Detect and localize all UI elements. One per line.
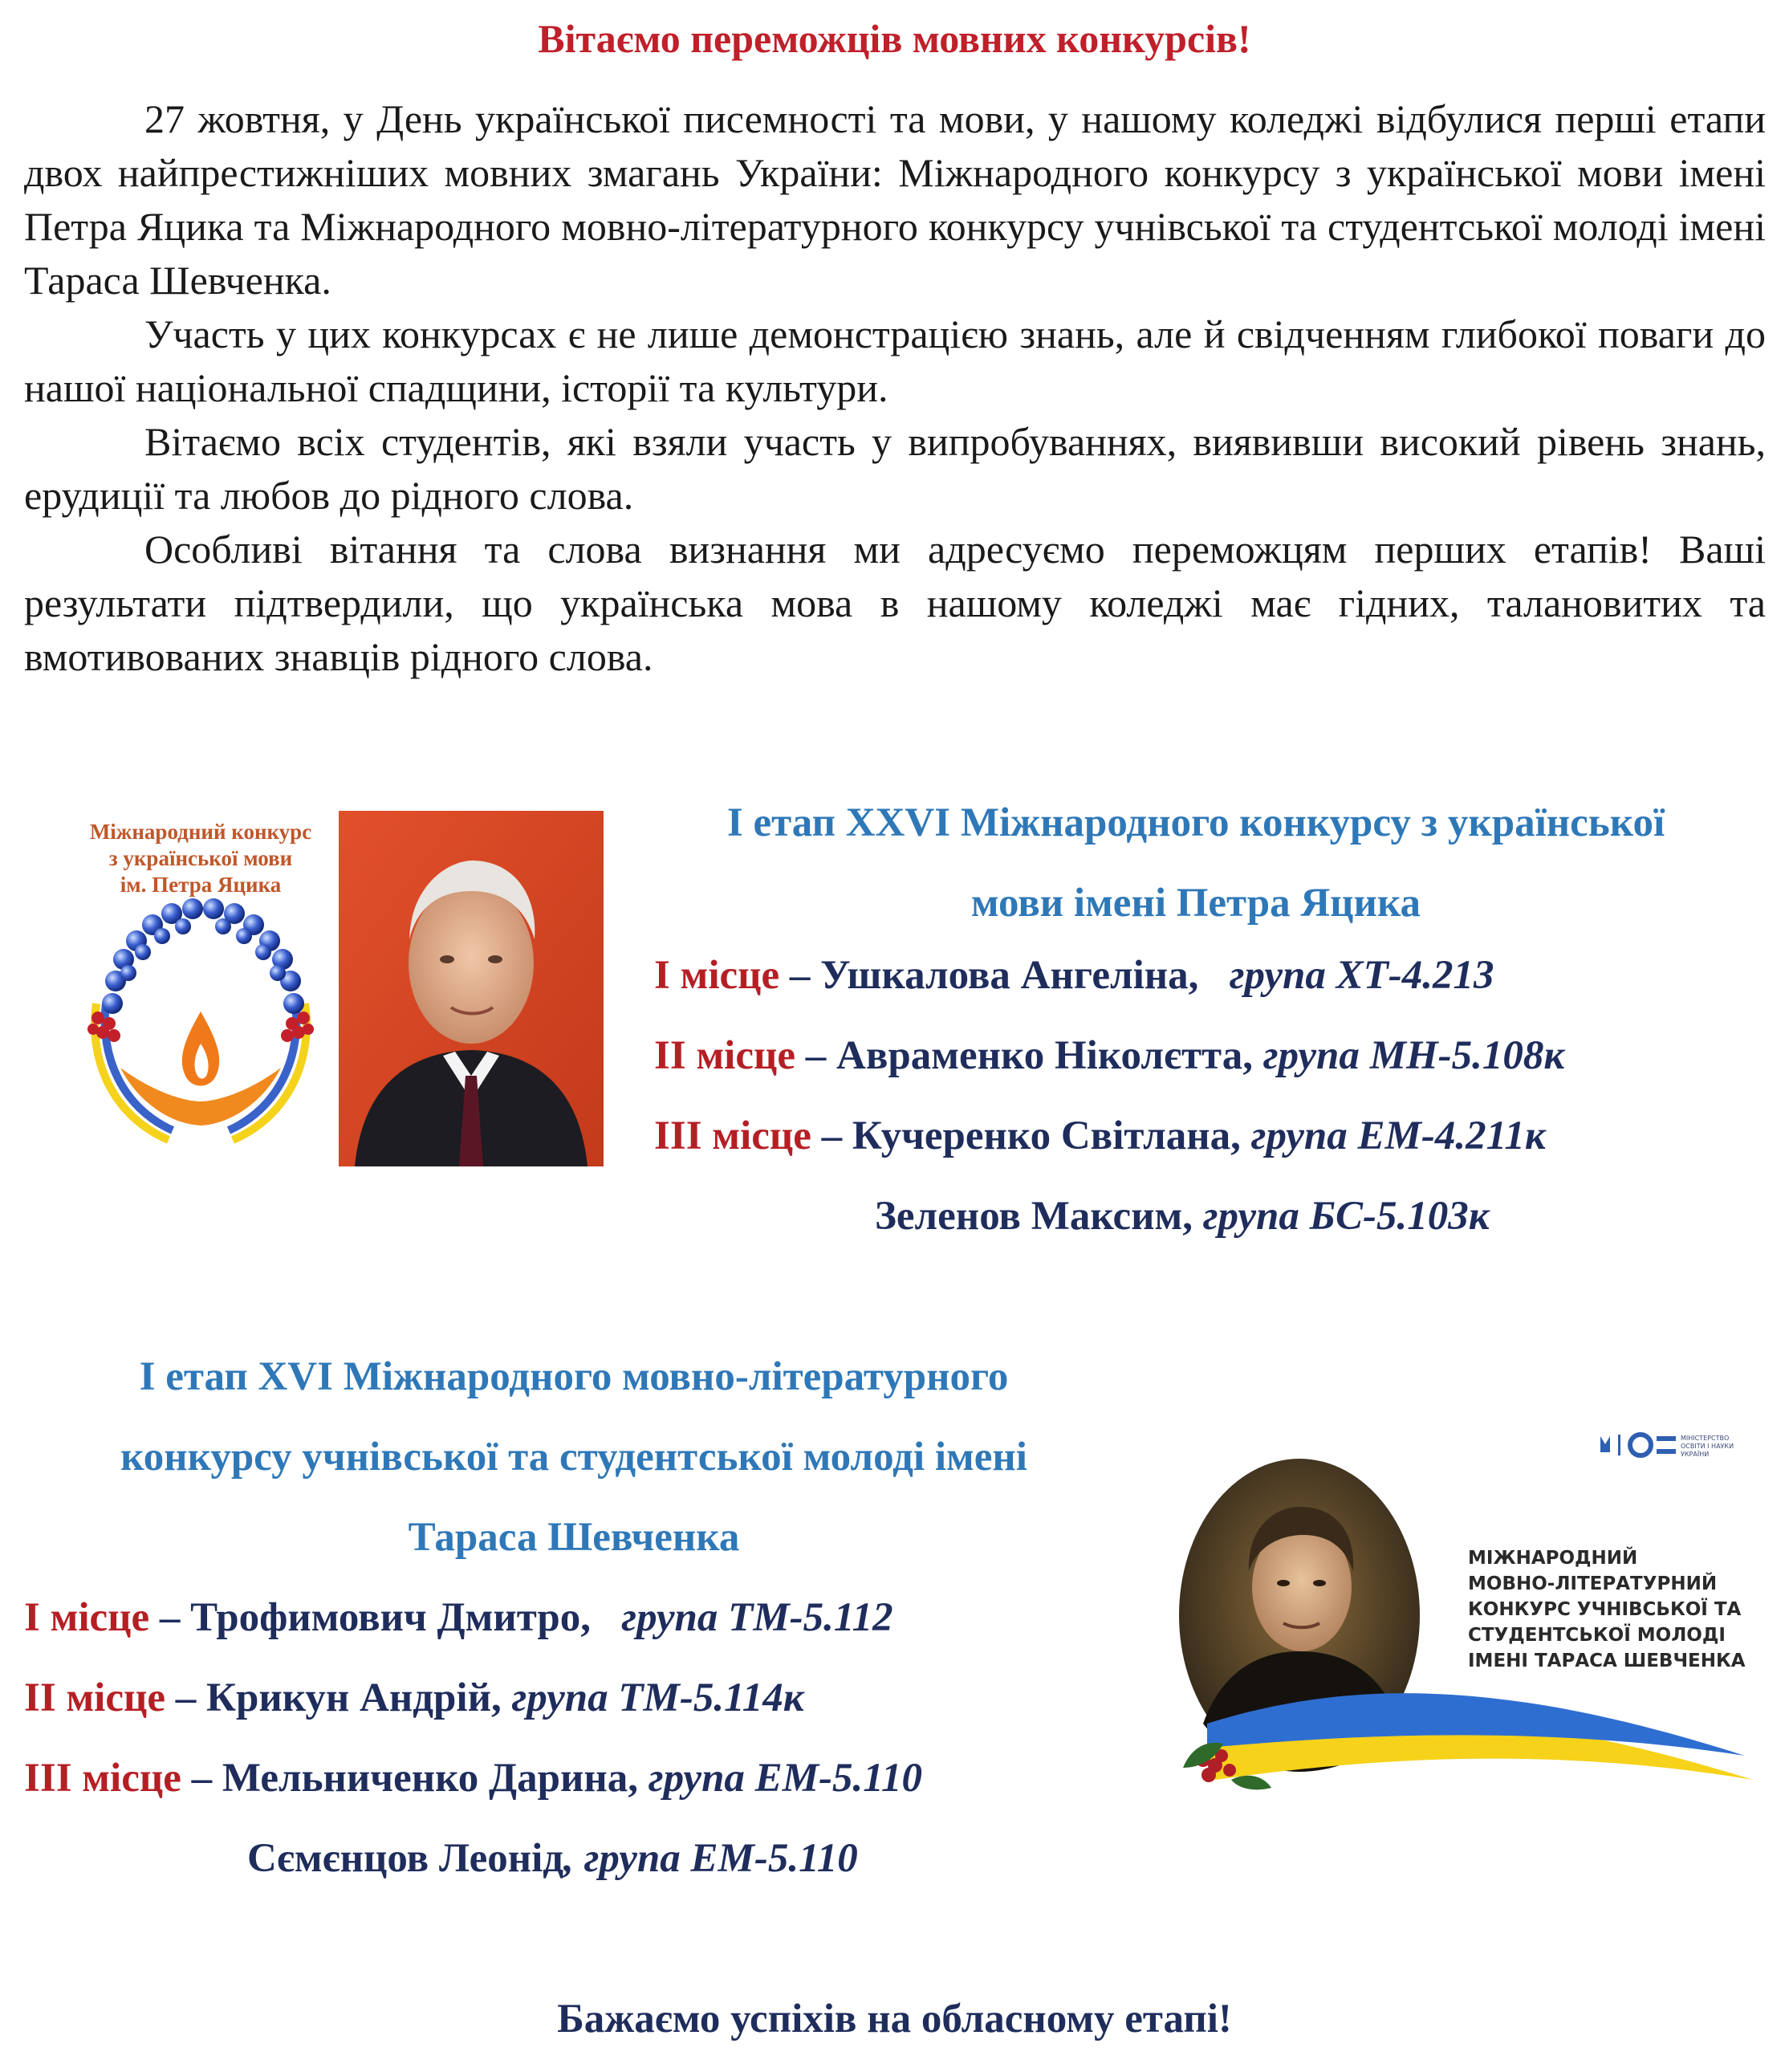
poster-caption-line: МОВНО-ЛІТЕРАТУРНИЙ [1468, 1573, 1718, 1594]
portrait-image-icon [339, 811, 604, 1166]
winner-row [24, 1658, 922, 1738]
contest2-heading [24, 1337, 1124, 1577]
poster-caption-line: СТУДЕНТСЬКОЇ МОЛОДІ [1468, 1625, 1726, 1646]
winner-group: група БС-5.103к [1192, 1194, 1490, 1239]
ministry-caption-line: ОСВІТИ І НАУКИ [1681, 1443, 1734, 1450]
winner-place: ІІ місце [654, 1033, 796, 1078]
poster-caption-line: МІЖНАРОДНИЙ [1468, 1548, 1638, 1569]
intro-paragraph-3: Вітаємо всіх студентів, які взяли участь у випробуваннях, виявивши високий рівень знань, ерудиції та любов до рідного слова. [24, 419, 1766, 518]
poster-caption-line: КОНКУРС УЧНІВСЬКОЇ ТА [1468, 1599, 1742, 1620]
contest1-winners-list [654, 935, 1564, 1256]
poster-caption-line: ІМЕНІ ТАРАСА ШЕВЧЕНКА [1468, 1651, 1746, 1671]
winner-name: – Кучеренко Світлана, [811, 1113, 1241, 1158]
intro-paragraph-2: Участь у цих конкурсах є не лише демонстрацією знань, але й свідченням глибокої поваги до нашої національної спадщини, історії та культури. [24, 311, 1766, 410]
winner-place: ІІІ місце [654, 1113, 811, 1158]
intro-paragraph-1: 27 жовтня, у День української писемності та мови, у нашому коледжі відбулися перші етапи двох найпрестижніших мовних змагань України: Міжнародного конкурсу з української мови імені Петра Яцика та Міжнародного мовно-літературного конкурсу учнівської та студентської молоді імені Тараса Шевченка. [24, 96, 1766, 303]
contest2-heading-line: І етап XVI Міжнародного мовно-літературного [139, 1354, 1009, 1399]
winner-group: група ЕМ-4.211к [1240, 1113, 1546, 1158]
ministry-caption-line: УКРАЇНИ [1681, 1451, 1710, 1458]
ministry-caption [1681, 1435, 1761, 1459]
intro-paragraph-4: Особливі вітання та слова визнання ми адресуємо переможцям перших етапів! Ваші результати підтвердили, що українська мова в нашому коледжі має гідних, талановитих та вмотивованих знавців рідного слова. [24, 527, 1766, 679]
winner-place: ІІ місце [24, 1675, 166, 1720]
closing-message: Бажаємо успіхів на обласному етапі! [557, 1997, 1232, 2041]
winner-group: група ЕМ-5.110 [638, 1756, 922, 1801]
contest1-heading-line: мови імені Петра Яцика [970, 881, 1421, 926]
winner-group: , група ЕМ-5.110 [563, 1836, 858, 1881]
winner-row [654, 1176, 1564, 1256]
contest2-winners-list [24, 1577, 922, 1899]
winner-group: група ТМ-5.114к [501, 1675, 804, 1720]
page-title: Вітаємо переможців мовних конкурсів! [538, 16, 1251, 61]
winner-group: група ТМ-5.112 [591, 1595, 893, 1640]
winner-row [654, 1096, 1564, 1176]
winner-row [654, 935, 1564, 1016]
contest2-heading-line: конкурсу учнівської та студентської молоді імені [120, 1435, 1027, 1480]
wreath-flame-icon [64, 803, 337, 1172]
logo-caption-line: ім. Петра Яцика [120, 873, 282, 897]
winner-name: Сємєнцов Леонід [247, 1836, 564, 1881]
intro-text [24, 92, 1766, 684]
logo-caption-line: з української мови [108, 846, 293, 870]
ministry-caption-line: МІНІСТЕРСТВО [1681, 1435, 1730, 1442]
contest1-heading-line: І етап XXVI Міжнародного конкурсу з української [726, 800, 1665, 845]
winner-group: група ХТ-4.213 [1198, 953, 1494, 998]
petro-yatsyk-portrait [339, 811, 604, 1166]
winner-row [24, 1818, 922, 1899]
contest1-heading [642, 783, 1750, 943]
winner-name: – Трофимович Дмитро, [149, 1595, 592, 1640]
contest2-heading-line: Тараса Шевченка [408, 1515, 740, 1560]
winner-row [24, 1577, 922, 1658]
yatsyk-contest-logo [64, 803, 337, 1172]
winner-name: – Ушкалова Ангеліна, [779, 953, 1199, 998]
logo-caption-line: Міжнародний конкурс [89, 820, 312, 844]
poster-caption [1468, 1545, 1765, 1674]
winner-group: група МН-5.108к [1252, 1033, 1565, 1078]
winner-name: – Авраменко Ніколєтта, [795, 1033, 1253, 1078]
winner-place: І місце [654, 953, 780, 998]
shevchenko-contest-poster [1159, 1402, 1769, 1814]
winner-row [24, 1738, 922, 1818]
winner-place: ІІІ місце [24, 1756, 181, 1801]
winner-name: – Крикун Андрій, [165, 1675, 502, 1720]
winner-row [654, 1016, 1564, 1096]
winner-name: Зеленов Максим, [875, 1194, 1193, 1239]
winner-name: – Мельниченко Дарина, [181, 1756, 639, 1801]
winner-place: І місце [24, 1595, 150, 1640]
